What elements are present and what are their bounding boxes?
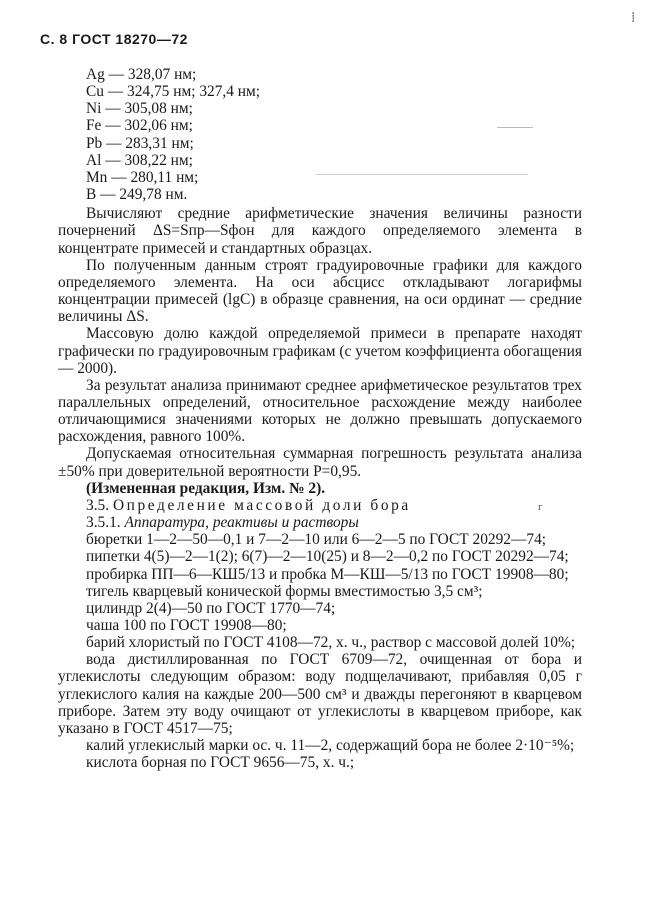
wavelength-pb: Pb — 283,31 нм; bbox=[86, 134, 194, 152]
section-heading bbox=[58, 497, 582, 514]
item-boric-acid: кислота борная по ГОСТ 9656—75, х. ч.; bbox=[86, 754, 355, 772]
paragraph-result: За результат анализа принимают среднее арифметическое результатов трех параллельных определений, относительное расхождение между наиболее отличающимися значениями которых не должно превышать допускаемого расхождения, равного 100%. bbox=[58, 376, 582, 446]
paragraph-calibration: По полученным данным строят градуировочные графики для каждого определяемого элемента. На оси абсцисс откладывают логарифмы концентрации примесей (lgC) в образце сравнения, на оси ординат — средние величины ΔS. bbox=[58, 256, 582, 326]
wavelength-cu: Cu — 324,75 нм; 327,4 нм; bbox=[86, 83, 261, 101]
subsection-number: 3.5.1. bbox=[86, 514, 121, 532]
item-barium-chloride: барий хлористый по ГОСТ 4108—72, х. ч., раствор с массовой долей 10%; bbox=[86, 634, 576, 652]
item-test-tube: пробирка ПП—6—КШ5/13 и пробка М—КШ—5/13 по ГОСТ 19908—80; bbox=[86, 565, 569, 583]
item-pipettes: пипетки 4(5)—2—1(2); 6(7)—2—10(25) и 8—2—0,2 по ГОСТ 20292—74; bbox=[86, 548, 569, 566]
item-dish: чаша 100 по ГОСТ 19908—80; bbox=[86, 617, 287, 634]
item-cylinder: цилиндр 2(4)—50 по ГОСТ 1770—74; bbox=[86, 599, 336, 617]
amendment-note: (Измененная редакция, Изм. № 2). bbox=[86, 479, 326, 497]
wavelength-ag: Ag — 328,07 нм; bbox=[86, 66, 197, 83]
subsection-title: Аппаратура, реактивы и растворы bbox=[124, 514, 359, 532]
section-number: 3.5. bbox=[86, 496, 110, 514]
paragraph-averages: Вычисляют средние арифметические значения величины разности почернений ΔS=Sпр—Sфон для каждого определяемого элемента в концентрате примесей и стандартных образцах. bbox=[58, 205, 582, 257]
item-potassium-carbonate: калий углекислый марки ос. ч. 11—2, содержащий бора не более 2·10⁻⁵%; bbox=[86, 737, 575, 755]
paragraph-mass-fraction: Массовую долю каждой определяемой примеси в препарате находят графически по градуировочным графикам (с учетом коэффициента обогащения — 2000). bbox=[58, 325, 582, 377]
page-header: С. 8 ГОСТ 18270—72 bbox=[40, 31, 188, 47]
subsection-heading bbox=[58, 514, 582, 531]
item-distilled-water: вода дистиллированная по ГОСТ 6709—72, очищенная от бора и углекислоты следующим образом: воду подщелачивают, прибавляя 0,05 г углекислого калия на каждые 200—500 см³ и дважды перегоняют в кварцевом приборе. Затем эту воду очищают от углекислоты в кварцевом приборе, как указано в ГОСТ 4517—75; bbox=[58, 651, 582, 737]
paragraph-error: Допускаемая относительная суммарная погрешность результата анализа ±50% при доверительной вероятности P=0,95. bbox=[58, 445, 582, 480]
item-burettes: бюретки 1—2—50—0,1 и 7—2—10 или 6—2—5 по ГОСТ 20292—74; bbox=[86, 531, 547, 549]
section-title: Определение массовой доли бора bbox=[112, 496, 411, 514]
wavelength-b: B — 249,78 нм. bbox=[86, 186, 188, 204]
wavelength-al: Al — 308,22 нм; bbox=[86, 151, 193, 169]
document-body bbox=[58, 66, 582, 771]
wavelength-fe: Fe — 302,06 нм; bbox=[86, 117, 193, 135]
item-crucible: тигель кварцевый конической формы вместимостью 3,5 см³; bbox=[86, 582, 483, 600]
wavelength-mn: Mn — 280,11 нм; bbox=[86, 168, 199, 186]
wavelength-ni: Ni — 305,08 нм; bbox=[86, 100, 193, 118]
wavelength-list bbox=[86, 66, 582, 203]
margin-mark-top-right: ⁞ bbox=[631, 10, 636, 26]
section-margin-mark: г bbox=[538, 500, 543, 513]
